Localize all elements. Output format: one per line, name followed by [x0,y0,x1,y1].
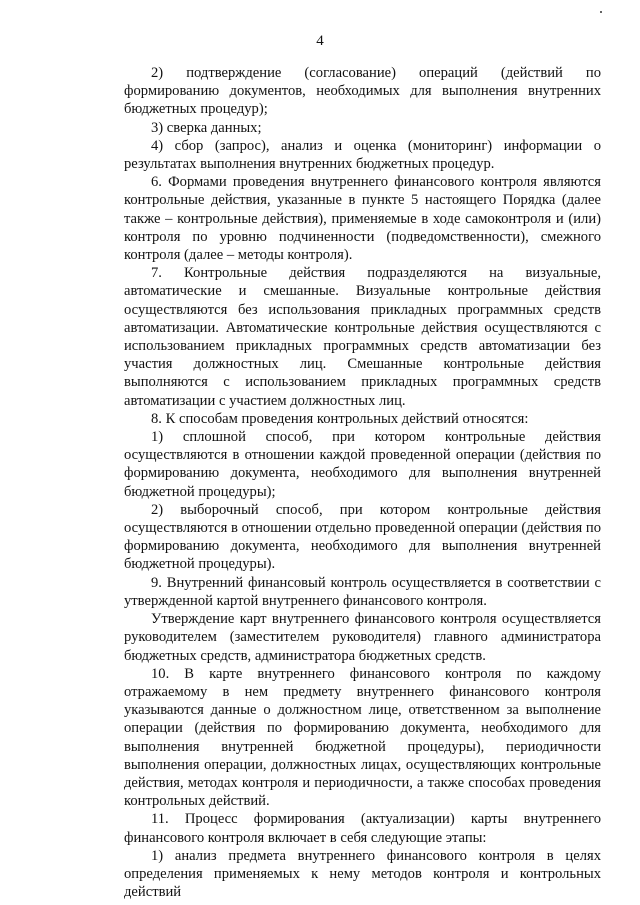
paragraph-clause-7: 7. Контрольные действия подразделяются на визуальные, автоматические и смешанные. Визуальные контрольные действия осуществляются без использования прикладных программных средств автоматизации. Автоматические контрольные действия осуществляются с использованием прикладных программных средств автоматизации без участия должностных лиц. Смешанные контрольные действия выполняются с использованием прикладных программных средств автоматизации с участием должностных лиц. [124,265,601,409]
paragraph-clause-11: 11. Процесс формирования (актуализации) карты внутреннего финансового контроля включает в себя следующие этапы: [124,811,601,846]
paragraph-2-confirmation: 2) подтверждение (согласование) операций (действий по формированию документов, необходимых для выполнения внутренних бюджетных процедур); [124,65,601,118]
paragraph-3-reconciliation: 3) сверка данных; [151,119,262,136]
page-number: 4 [316,33,324,49]
paragraph-11-1-analysis: 1) анализ предмета внутреннего финансового контроля в целях определения применяемых к нему методов контроля и контрольных действий [124,847,601,901]
paragraph-4-collection: 4) сбор (запрос), анализ и оценка (мониторинг) информации о результатах выполнения внутренних бюджетных процедур. [124,137,601,173]
paragraph-clause-6: 6. Формами проведения внутреннего финансового контроля являются контрольные действия, указанные в пункте 5 настоящего Порядка (далее также – контрольные действия), применяемые в ходе самоконтроля и (или) контроля по уровню подчиненности (подведомственности), смежного контроля (далее – методы контроля). [124,174,601,264]
paragraph-clause-9: 9. Внутренний финансовый контроль осуществляется в соответствии с утвержденной картой внутреннего финансового контроля. [124,574,601,609]
paragraph-clause-8: 8. К способам проведения контрольных действий относятся: [151,410,529,427]
paragraph-clause-10: 10. В карте внутреннего финансового контроля по каждому отражаемому в нем предмету внутреннего финансового контроля указываются данные о должностном лице, ответственном за выполнение операции (действия по формированию документа, необходимого для выполнения внутренней бюджетной процедуры), периодичности выполнения операции, должностных лицах, осуществляющих контрольные действия, методах контроля и периодичности, а также способах проведения контрольных действий. [124,665,601,810]
paragraph-8-1-continuous: 1) сплошной способ, при котором контрольные действия осуществляются в отношении каждой проведенной операции (действия по формированию документа, необходимого для выполнения внутренней бюджетной процедуры); [124,429,601,500]
document-body [124,64,601,901]
paragraph-8-2-selective: 2) выборочный способ, при котором контрольные действия осуществляются в отношении отдельно проведенной операции (действия по формированию документа, необходимого для выполнения внутренней бюджетной процедуры). [124,501,601,573]
paragraph-approval: Утверждение карт внутреннего финансового контроля осуществляется руководителем (заместителем руководителя) главного администратора бюджетных средств, администратора бюджетных средств. [124,611,601,664]
corner-mark [600,11,602,13]
